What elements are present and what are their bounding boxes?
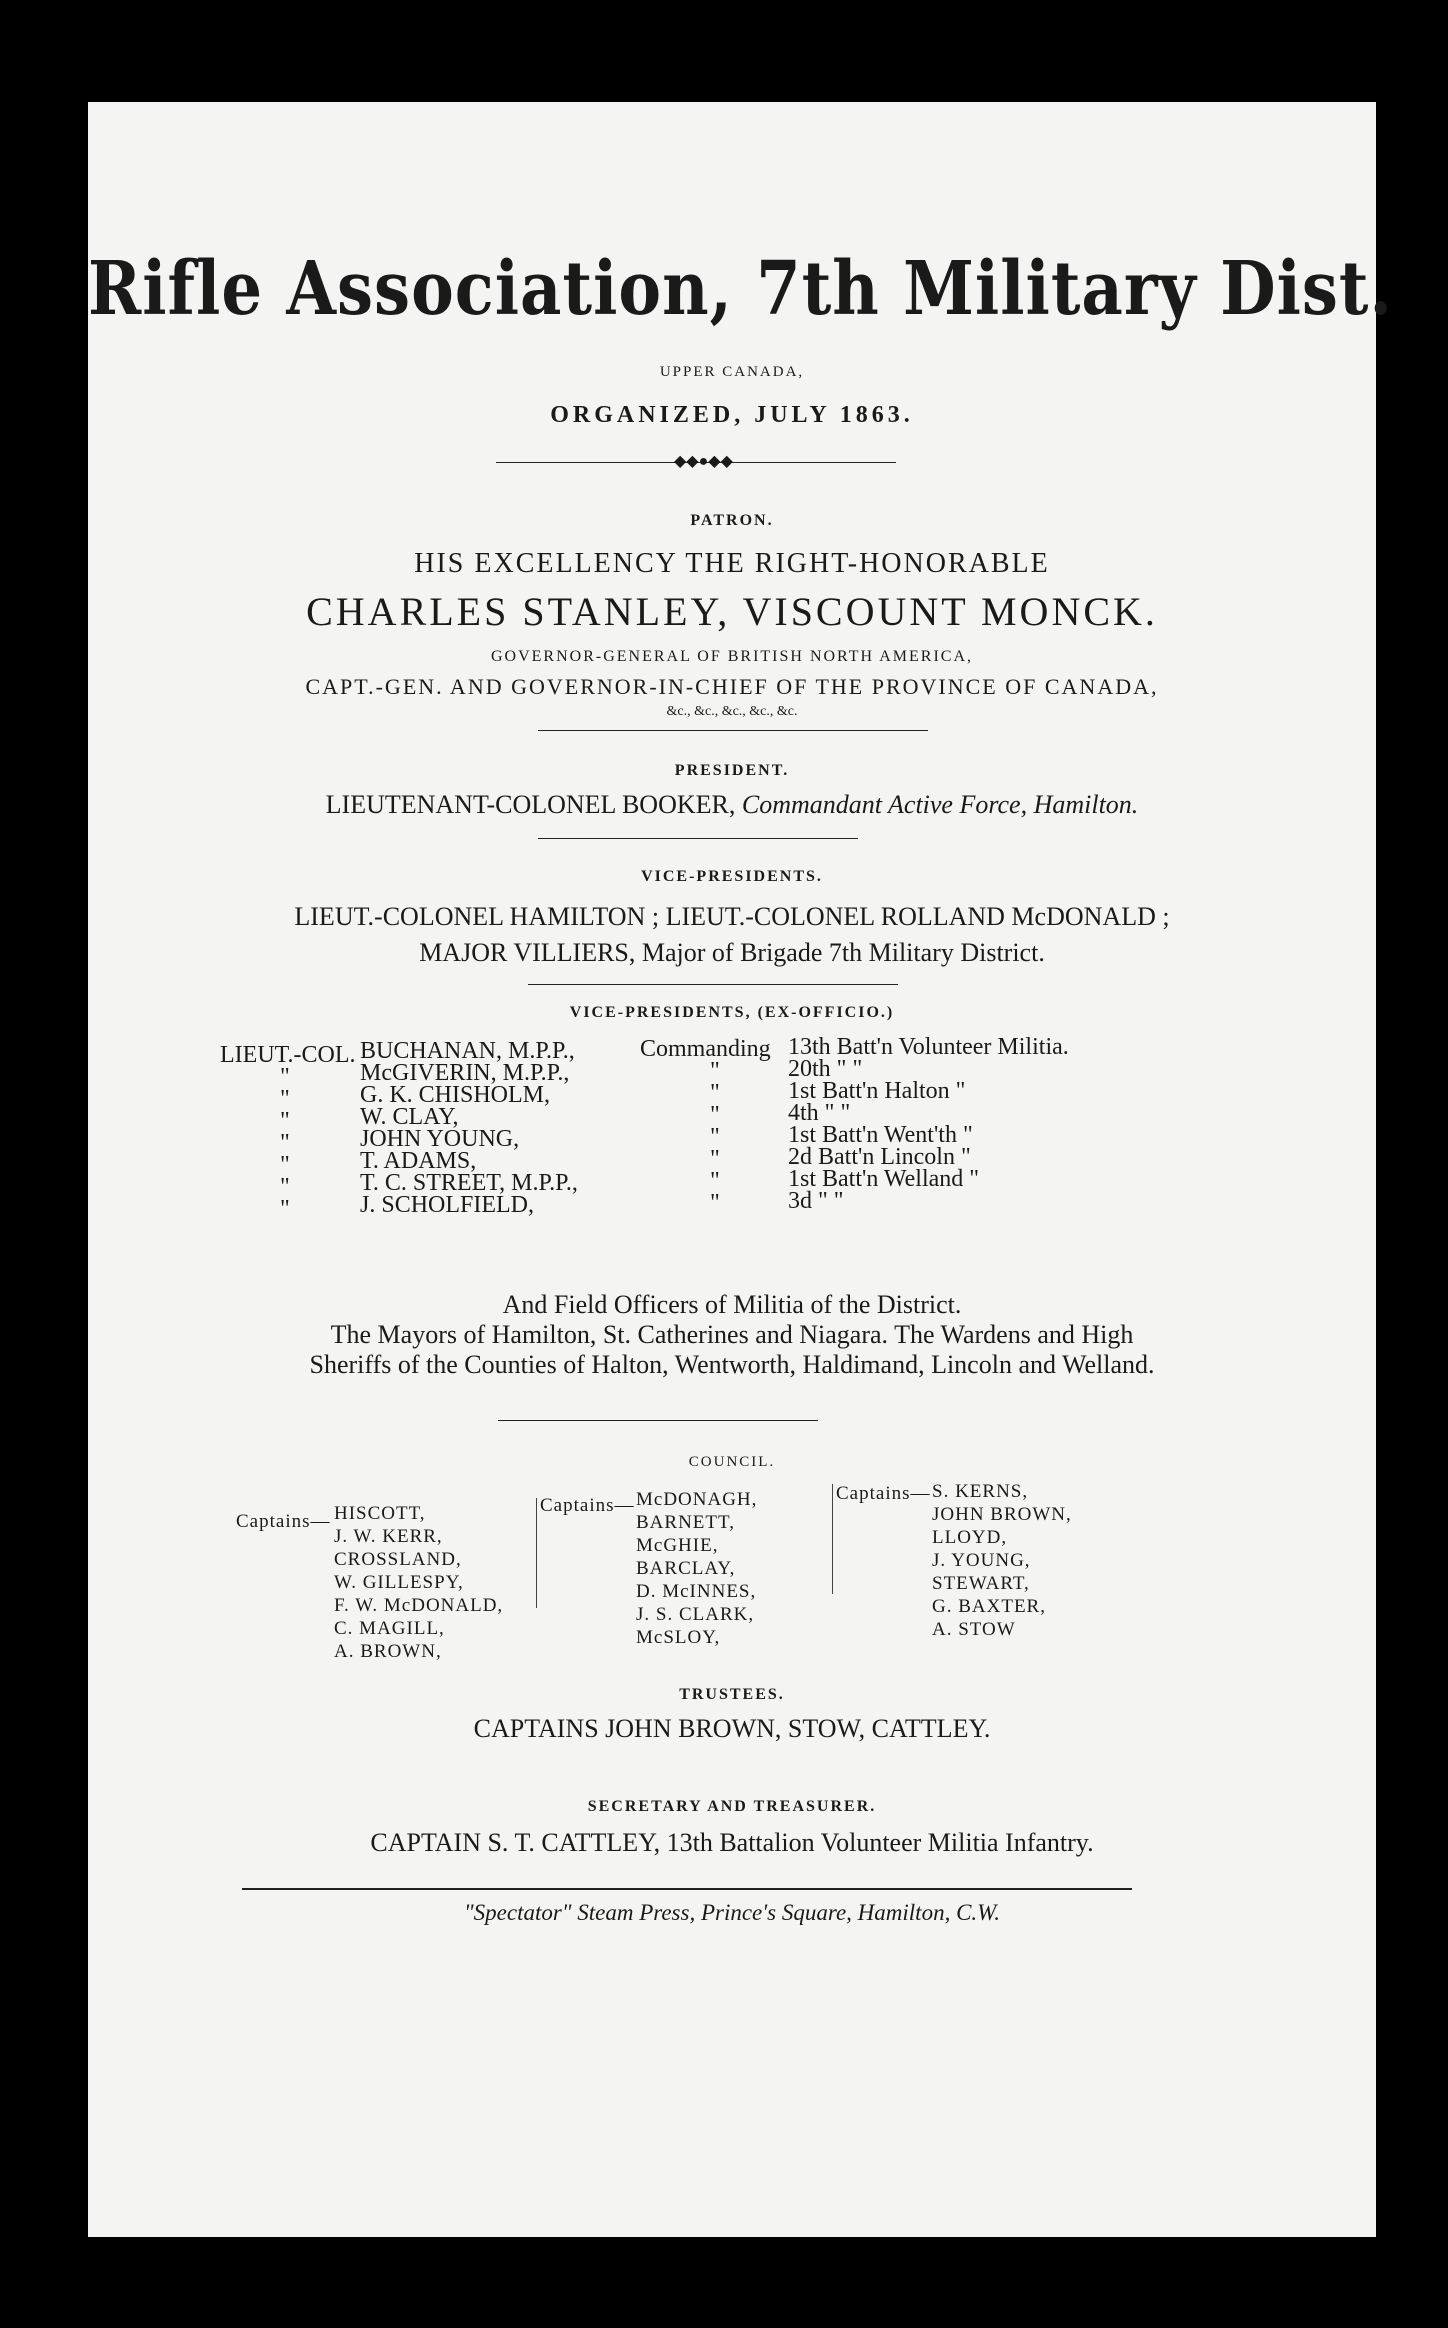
column-divider [832, 1484, 833, 1594]
rank-cell: " [280, 1108, 290, 1134]
ex-officio-heading: VICE-PRESIDENTS, (EX-OFFICIO.) [569, 1004, 895, 1021]
list-item: G. BAXTER, [932, 1596, 1046, 1617]
name-cell: BUCHANAN, M.P.P., [360, 1038, 575, 1064]
list-item: BARCLAY, [636, 1558, 736, 1579]
list-item: CROSSLAND, [334, 1549, 462, 1570]
list-item: JOHN BROWN, [932, 1504, 1072, 1525]
unit-cell: 1st Batt'n Went'th " [788, 1122, 973, 1148]
list-item: STEWART, [932, 1573, 1030, 1594]
command-cell: " [710, 1146, 720, 1172]
name-cell: McGIVERIN, M.P.P., [360, 1060, 570, 1086]
rank-cell: " [280, 1174, 290, 1200]
rank-cell: " [280, 1086, 290, 1112]
document-title: Rifle Association, 7th Military Dist. [88, 246, 1393, 333]
name-cell: JOHN YOUNG, [360, 1126, 520, 1152]
secretary-heading: SECRETARY AND TREASURER. [587, 1798, 877, 1815]
divider [528, 984, 898, 985]
president-line [88, 790, 1376, 820]
unit-cell: 1st Batt'n Halton " [788, 1078, 966, 1104]
council-col-2 [636, 1488, 757, 1649]
command-cell: " [710, 1168, 720, 1194]
command-cell: " [710, 1080, 720, 1106]
list-item: J. YOUNG, [932, 1550, 1031, 1571]
patron-line-1: HIS EXCELLENCY THE RIGHT-HONORABLE [414, 548, 1050, 579]
name-cell: G. K. CHISHOLM, [360, 1082, 551, 1108]
president-heading: PRESIDENT. [674, 762, 790, 779]
president-role: Commandant Active Force, Hamilton. [741, 790, 1139, 819]
council-heading: COUNCIL. [688, 1454, 776, 1470]
patron-line-4: CAPT.-GEN. AND GOVERNOR-IN-CHIEF OF THE PROVINCE OF CANADA, [305, 674, 1159, 699]
vice-presidents-line-2: MAJOR VILLIERS, Major of Brigade 7th Military District. [419, 938, 1045, 967]
list-item: BARNETT, [636, 1512, 735, 1533]
president-name: LIEUTENANT-COLONEL BOOKER, [325, 790, 736, 819]
region-line: UPPER CANADA, [659, 364, 805, 380]
council-col-2-label: Captains— [540, 1495, 635, 1516]
divider [538, 730, 928, 731]
ornament-icon: ◆◆●◆◆ [674, 453, 733, 470]
printer-imprint: "Spectator" Steam Press, Prince's Square, Hamilton, C.W. [464, 1900, 1000, 1925]
list-item: W. GILLESPY, [334, 1572, 464, 1593]
list-item: C. MAGILL, [334, 1618, 445, 1639]
list-item: A. STOW [932, 1619, 1016, 1640]
council-col-1 [334, 1502, 503, 1663]
document-page [88, 102, 1393, 2237]
name-cell: T. ADAMS, [360, 1148, 477, 1174]
patron-line-3: GOVERNOR-GENERAL OF BRITISH NORTH AMERICA, [490, 648, 973, 665]
patron-heading: PATRON. [690, 512, 774, 529]
council-col-1-label: Captains— [236, 1511, 331, 1532]
unit-cell: 20th " " [788, 1056, 863, 1082]
list-item: LLOYD, [932, 1527, 1008, 1548]
unit-cell: 1st Batt'n Welland " [788, 1166, 980, 1192]
footer-rule [242, 1888, 1132, 1890]
patron-line-5: &c., &c., &c., &c., &c. [666, 704, 798, 719]
command-cell: " [710, 1102, 720, 1128]
council-col-3-label: Captains— [836, 1483, 931, 1504]
secretary-line: CAPTAIN S. T. CATTLEY, 13th Battalion Volunteer Militia Infantry. [370, 1828, 1094, 1857]
column-divider [536, 1498, 537, 1608]
list-item: J. S. CLARK, [636, 1604, 755, 1625]
command-cell: Commanding [640, 1036, 771, 1062]
divider [498, 1420, 818, 1421]
unit-cell: 3d " " [788, 1188, 844, 1214]
rank-cell: LIEUT.-COL. [220, 1042, 356, 1068]
unit-cell: 4th " " [788, 1100, 851, 1126]
command-cell: " [710, 1190, 720, 1216]
list-item: D. McINNES, [636, 1581, 757, 1602]
command-cell: " [710, 1058, 720, 1084]
list-item: F. W. McDONALD, [334, 1595, 504, 1616]
list-item: HISCOTT, [334, 1503, 426, 1524]
list-item: A. BROWN, [334, 1641, 442, 1662]
organized-line: ORGANIZED, JULY 1863. [550, 402, 914, 428]
mayors-line-1: The Mayors of Hamilton, St. Catherines and Niagara. The Wardens and High [330, 1320, 1134, 1349]
rank-cell: " [280, 1196, 290, 1222]
rank-cell: " [280, 1152, 290, 1178]
council-col-3 [932, 1480, 1072, 1641]
command-cell: " [710, 1124, 720, 1150]
list-item: McDONAGH, [636, 1489, 758, 1510]
list-item: S. KERNS, [932, 1481, 1029, 1502]
vice-presidents-heading: VICE-PRESIDENTS. [641, 868, 823, 885]
rank-cell: " [280, 1130, 290, 1156]
unit-cell: 2d Batt'n Lincoln " [788, 1144, 971, 1170]
list-item: J. W. KERR, [334, 1526, 443, 1547]
vice-presidents-line-1: LIEUT.-COLONEL HAMILTON ; LIEUT.-COLONEL ROLLAND McDONALD ; [294, 902, 1170, 931]
trustees-line: CAPTAINS JOHN BROWN, STOW, CATTLEY. [473, 1714, 991, 1743]
name-cell: J. SCHOLFIELD, [360, 1192, 535, 1218]
unit-cell: 13th Batt'n Volunteer Militia. [788, 1034, 1069, 1060]
list-item: McSLOY, [636, 1627, 721, 1648]
name-cell: W. CLAY, [360, 1104, 459, 1130]
patron-name: CHARLES STANLEY, VISCOUNT MONCK. [306, 589, 1158, 634]
trustees-heading: TRUSTEES. [679, 1686, 785, 1703]
list-item: McGHIE, [636, 1535, 719, 1556]
mayors-line-2: Sheriffs of the Counties of Halton, Wentworth, Haldimand, Lincoln and Welland. [309, 1350, 1155, 1379]
rank-cell: " [280, 1064, 290, 1090]
name-cell: T. C. STREET, M.P.P., [360, 1170, 578, 1196]
field-officers-line: And Field Officers of Militia of the District. [502, 1290, 962, 1319]
divider [538, 838, 858, 839]
